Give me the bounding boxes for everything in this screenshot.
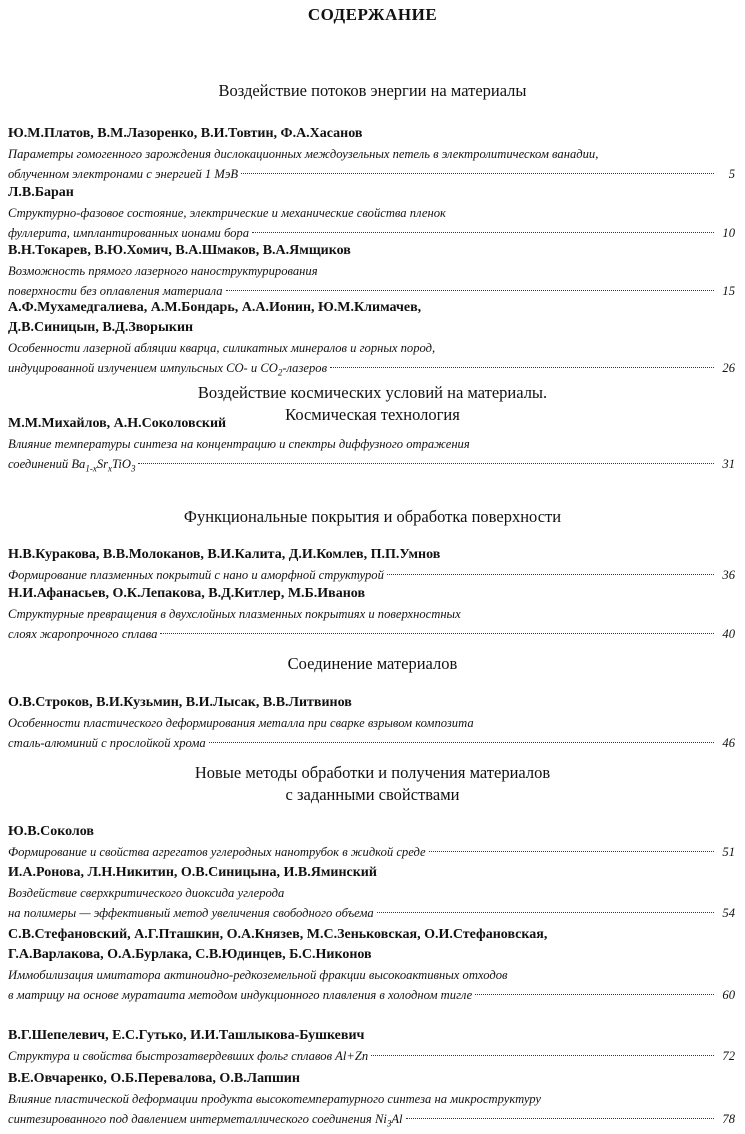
toc-entry[interactable] <box>8 241 735 301</box>
toc-entry[interactable] <box>8 1069 735 1134</box>
toc-entry[interactable] <box>8 693 735 753</box>
toc-entry[interactable] <box>8 822 735 862</box>
entry-title-line: Воздействие сверхкритического диоксида углерода <box>8 886 285 900</box>
section-heading-line: Воздействие потоков энергии на материалы <box>218 81 527 100</box>
entry-title-last-line <box>8 733 735 753</box>
entry-title-line: Параметры гомогенного зарождения дислокационных междоузельных петель в электролитическом ванадии, <box>8 147 599 161</box>
page-number: 46 <box>722 736 735 750</box>
entry-title-line: Структурно-фазовое состояние, электрические и механические свойства пленок <box>8 206 446 220</box>
entry-title-line: Влияние температуры синтеза на концентрацию и спектры диффузного отражения <box>8 437 470 451</box>
entry-title-line: Особенности лазерной абляции кварца, силикатных минералов и горных пород, <box>8 341 436 355</box>
leader-dots <box>138 463 714 464</box>
entry-title-line: Влияние пластической деформации продукта высокотемпературного синтеза на микроструктуру <box>8 1092 542 1106</box>
toc-entry[interactable] <box>8 863 735 923</box>
page-number: 60 <box>722 988 735 1002</box>
entry-title-line: Структурные превращения в двухслойных плазменных покрытиях и поверхностных <box>8 607 461 621</box>
leader-dots <box>377 912 714 913</box>
page-number: 26 <box>722 361 735 375</box>
toc-entry[interactable] <box>8 298 735 383</box>
page-number: 36 <box>722 568 735 582</box>
page-number: 51 <box>722 845 735 859</box>
entry-authors: В.Г.Шепелевич, Е.С.Гутько, И.И.Ташлыкова-Бушкевич <box>8 1028 365 1043</box>
entry-title-text: сталь-алюминий с прослойкой хрома <box>8 736 206 750</box>
leader-dots <box>475 994 714 995</box>
page-number: 72 <box>722 1049 735 1063</box>
entry-title-last-line <box>8 1109 735 1134</box>
entry-title-line: Возможность прямого лазерного наноструктурирования <box>8 264 318 278</box>
page-number: 54 <box>722 906 735 920</box>
entry-authors: А.Ф.Мухамедгалиева, А.М.Бондарь, А.А.Ионин, Ю.М.Климачев, <box>8 300 422 315</box>
entry-title-last-line <box>8 624 735 644</box>
section-heading-line: с заданными свойствами <box>285 785 460 804</box>
leader-dots <box>241 173 714 174</box>
entry-title-text: слоях жаропрочного сплава <box>8 627 158 641</box>
entry-authors: О.В.Строков, В.И.Кузьмин, В.И.Лысак, В.В.Литвинов <box>8 695 352 710</box>
entry-title-last-line <box>8 842 735 862</box>
entry-title-text: индуцированной излучением импульсных CO- и $CO_2$-лазеров <box>8 361 328 378</box>
entry-title-last-line <box>8 1046 735 1066</box>
leader-dots <box>226 290 714 291</box>
toc-entry[interactable] <box>8 124 735 184</box>
leader-dots <box>160 633 714 634</box>
section-heading-line: Функциональные покрытия и обработка поверхности <box>183 507 562 526</box>
entry-title-last-line <box>8 454 735 479</box>
section-heading-line: Воздействие космических условий на материалы. <box>197 383 548 402</box>
toc-entry[interactable] <box>8 584 735 644</box>
leader-dots <box>209 742 714 743</box>
entry-authors: Н.В.Куракова, В.В.Молоканов, В.И.Калита, Д.И.Комлев, П.П.Умнов <box>8 547 441 562</box>
entry-title-last-line <box>8 223 735 243</box>
entry-authors: Ю.В.Соколов <box>8 824 94 839</box>
entry-authors: Ю.М.Платов, В.М.Лазоренко, В.И.Товтин, Ф.А.Хасанов <box>8 126 363 141</box>
entry-title-text: поверхности без оплавления материала <box>8 284 223 298</box>
entry-authors: Н.И.Афанасьев, О.К.Лепакова, В.Д.Китлер, М.Б.Иванов <box>8 586 366 601</box>
page-title: СОДЕРЖАНИЕ <box>307 5 438 24</box>
entry-title-last-line <box>8 358 735 383</box>
section-heading <box>0 80 745 102</box>
toc-entry[interactable] <box>8 183 735 243</box>
section-heading-line: Соединение материалов <box>287 654 458 673</box>
entry-title-text: на полимеры — эффективный метод увеличения свободного объема <box>8 906 374 920</box>
entry-authors: Д.В.Синицын, В.Д.Зворыкин <box>8 320 194 335</box>
toc-entry[interactable] <box>8 925 735 1005</box>
entry-title-last-line <box>8 164 735 184</box>
entry-title-last-line <box>8 565 735 585</box>
page-number: 78 <box>722 1112 735 1126</box>
toc-entry[interactable] <box>8 545 735 585</box>
page-number: 40 <box>722 627 735 641</box>
entry-title-text: в матрицу на основе муратаита методом индукционного плавления в холодном тигле <box>8 988 473 1002</box>
page-number: 31 <box>722 457 735 471</box>
leader-dots <box>252 232 714 233</box>
section-heading <box>0 762 745 806</box>
leader-dots <box>429 851 714 852</box>
entry-authors: И.А.Ронова, Л.Н.Никитин, О.В.Синицына, И.В.Яминский <box>8 865 377 880</box>
entry-title-text: Формирование плазменных покрытий с нано и аморфной структурой <box>8 568 384 582</box>
entry-title-text: синтезированного под давлением интерметаллического соединения $Ni_3Al$ <box>8 1112 403 1129</box>
leader-dots <box>387 574 714 575</box>
entry-title-text: облученном электронами с энергией 1 МэВ <box>8 167 239 181</box>
entry-authors: Г.А.Варлакова, О.А.Бурлака, С.В.Юдинцев, Б.С.Никонов <box>8 947 372 962</box>
entry-title-line: Особенности пластического деформирования металла при сварке взрывом композита <box>8 716 474 730</box>
entry-title-last-line <box>8 985 735 1005</box>
entry-authors: М.М.Михайлов, А.Н.Соколовский <box>8 416 227 431</box>
entry-authors: В.Н.Токарев, В.Ю.Хомич, В.А.Шмаков, В.А.Ямщиков <box>8 243 351 258</box>
entry-title-last-line <box>8 903 735 923</box>
entry-title-text: фуллерита, имплантированных ионами бора <box>8 226 250 240</box>
page-number: 5 <box>728 167 735 181</box>
section-heading-line: Новые методы обработки и получения материалов <box>194 763 551 782</box>
entry-authors: В.Е.Овчаренко, О.Б.Перевалова, О.В.Лапшин <box>8 1071 300 1086</box>
leader-dots <box>371 1055 714 1056</box>
page-number: 15 <box>722 284 735 298</box>
leader-dots <box>406 1118 714 1119</box>
section-heading <box>0 653 745 675</box>
leader-dots <box>330 367 714 368</box>
entry-authors: С.В.Стефановский, А.Г.Пташкин, О.А.Князев, М.С.Зеньковская, О.И.Стефановская, <box>8 927 548 942</box>
entry-authors: Л.В.Баран <box>8 185 74 200</box>
entry-title-text: Структура и свойства быстрозатвердевших фольг сплавов Al+Zn <box>8 1049 369 1063</box>
entry-title-text: Формирование и свойства агрегатов углеродных нанотрубок в жидкой среде <box>8 845 426 859</box>
section-heading <box>0 506 745 528</box>
entry-title-text: соединений $Ba_{1-x}Sr_xTiO_3$ <box>8 457 136 474</box>
section-heading-line: Космическая технология <box>285 405 460 424</box>
toc-entry[interactable] <box>8 1026 735 1066</box>
page-number: 10 <box>722 226 735 240</box>
toc-entry[interactable] <box>8 414 735 479</box>
entry-title-line: Иммобилизация имитатора актиноидно-редкоземельной фракции высокоактивных отходов <box>8 968 508 982</box>
